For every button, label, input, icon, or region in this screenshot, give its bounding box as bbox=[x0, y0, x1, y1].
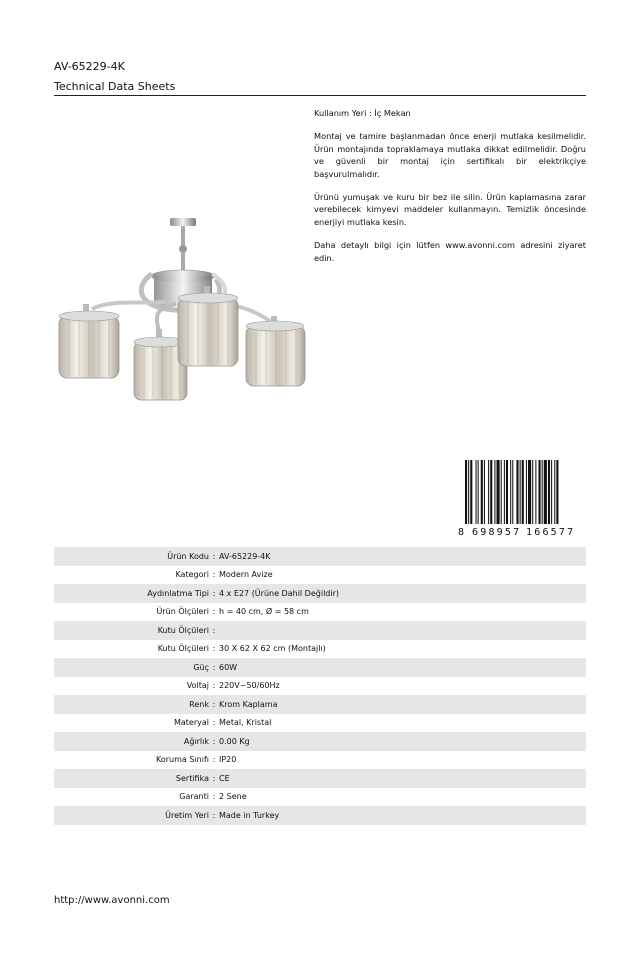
barcode-bar bbox=[488, 460, 489, 524]
spec-value: AV-65229-4K bbox=[219, 551, 271, 561]
barcode-bar bbox=[506, 460, 508, 524]
barcode-bar bbox=[516, 460, 518, 524]
barcode-bar bbox=[468, 460, 469, 524]
website-paragraph: Daha detaylı bilgi için lütfen www.avonni.com adresini ziyaret edin. bbox=[314, 240, 586, 263]
spec-label: Güç bbox=[193, 662, 209, 672]
spec-separator: : bbox=[212, 810, 216, 820]
barcode-bar bbox=[544, 460, 547, 524]
spec-separator: : bbox=[212, 718, 216, 728]
spec-label: Voltaj bbox=[186, 681, 209, 691]
barcode-bar bbox=[481, 460, 483, 524]
spec-label: Ürün Ölçüleri bbox=[156, 607, 209, 617]
barcode-digit-first: 8 bbox=[458, 527, 465, 538]
spec-separator: : bbox=[212, 699, 216, 709]
barcode-bar bbox=[522, 460, 524, 524]
chandelier-product-image bbox=[56, 104, 308, 510]
spec-row bbox=[54, 732, 586, 751]
spec-row bbox=[54, 566, 586, 585]
spec-value: h = 40 cm, Ø = 58 cm bbox=[219, 607, 309, 617]
usage-info bbox=[314, 107, 586, 275]
document-subtitle: Technical Data Sheets bbox=[54, 80, 176, 93]
spec-label: Renk bbox=[189, 699, 209, 709]
barcode-bar bbox=[510, 460, 511, 524]
barcode-bar bbox=[512, 460, 513, 524]
spec-separator: : bbox=[212, 551, 216, 561]
spec-value: Modern Avize bbox=[219, 570, 273, 580]
spec-label: Garanti bbox=[179, 792, 209, 802]
footer-website-link[interactable]: http://www.avonni.com bbox=[54, 895, 170, 906]
spec-row bbox=[54, 640, 586, 659]
cleaning-paragraph: Ürünü yumuşak ve kuru bir bez ile silin. Ürün kaplamasına zarar verebilecek kimyevi maddeler kullanmayın. Temizlik öncesinde enerjiyi mutlaka kesin. bbox=[314, 192, 586, 227]
spec-separator: : bbox=[212, 681, 216, 691]
spec-value: 30 X 62 X 62 cm (Montajlı) bbox=[219, 644, 326, 654]
barcode-bar bbox=[528, 460, 531, 524]
header-divider bbox=[54, 95, 586, 96]
spec-separator: : bbox=[212, 736, 216, 746]
barcode-bar bbox=[532, 460, 533, 524]
spec-row bbox=[54, 547, 586, 566]
spec-separator: : bbox=[212, 792, 216, 802]
spec-value: 220V~50/60Hz bbox=[219, 681, 280, 691]
spec-value: 0.00 Kg bbox=[219, 736, 250, 746]
spec-separator: : bbox=[212, 662, 216, 672]
barcode-bar bbox=[551, 460, 552, 524]
safety-paragraph: Montaj ve tamire başlanmadan önce enerji mutlaka kesilmelidir. Ürün montajında topraklamaya mutlaka dikkat edilmelidir. Doğru ve güvenli bir montaj için sertifikalı bir elektrikçiye başvurulmalıdır. bbox=[314, 131, 586, 179]
spec-value: 4 x E27 (Ürüne Dahil Değildir) bbox=[219, 588, 339, 598]
spec-label: Kategori bbox=[175, 570, 209, 580]
barcode-bar bbox=[494, 460, 495, 524]
spec-table bbox=[54, 547, 586, 825]
barcode-bars bbox=[465, 460, 558, 524]
spec-label: Materyal bbox=[173, 718, 209, 728]
spec-label: Koruma Sınıfı bbox=[156, 755, 209, 765]
spec-row bbox=[54, 603, 586, 622]
spec-separator: : bbox=[212, 625, 216, 635]
barcode-bar bbox=[542, 460, 543, 524]
barcode-bar bbox=[554, 460, 555, 524]
spec-value: Krom Kaplama bbox=[219, 699, 278, 709]
barcode-bar bbox=[497, 460, 500, 524]
barcode-bar bbox=[476, 460, 477, 524]
spec-separator: : bbox=[212, 570, 216, 580]
spec-row bbox=[54, 788, 586, 807]
spec-row bbox=[54, 658, 586, 677]
spec-label: Kutu Ölçüleri bbox=[157, 644, 209, 654]
spec-row bbox=[54, 769, 586, 788]
spec-label: Kutu Ölçüleri bbox=[157, 625, 209, 635]
barcode-bar bbox=[520, 460, 521, 524]
barcode-bar bbox=[484, 460, 485, 524]
spec-row bbox=[54, 806, 586, 825]
spec-separator: : bbox=[212, 644, 216, 654]
spec-row bbox=[54, 751, 586, 770]
product-code: AV-65229-4K bbox=[54, 60, 125, 73]
barcode-bar bbox=[490, 460, 492, 524]
barcode-bar bbox=[501, 460, 502, 524]
spec-label: Üretim Yeri bbox=[165, 810, 209, 820]
spec-separator: : bbox=[212, 755, 216, 765]
barcode-bar bbox=[548, 460, 550, 524]
barcode-bar bbox=[539, 460, 541, 524]
barcode-bar bbox=[478, 460, 479, 524]
barcode-bar bbox=[470, 460, 472, 524]
spec-label: Sertifika bbox=[175, 773, 209, 783]
barcode bbox=[455, 458, 585, 538]
barcode-bar bbox=[535, 460, 536, 524]
barcode-bar bbox=[556, 460, 558, 524]
spec-row bbox=[54, 584, 586, 603]
spec-row bbox=[54, 695, 586, 714]
barcode-digits-left: 698957 bbox=[472, 527, 522, 538]
spec-separator: : bbox=[212, 773, 216, 783]
spec-value: IP20 bbox=[219, 755, 237, 765]
spec-value: 60W bbox=[219, 662, 238, 672]
spec-label: Ağırlık bbox=[183, 736, 209, 746]
spec-label: Ürün Kodu bbox=[167, 551, 209, 561]
spec-row bbox=[54, 677, 586, 696]
barcode-bar bbox=[526, 460, 527, 524]
spec-separator: : bbox=[212, 588, 216, 598]
usage-line: Kullanım Yeri : İç Mekan bbox=[314, 108, 411, 118]
spec-row bbox=[54, 714, 586, 733]
barcode-bar bbox=[504, 460, 505, 524]
spec-value: Made in Turkey bbox=[219, 810, 280, 820]
spec-separator: : bbox=[212, 607, 216, 617]
barcode-digits-right: 166577 bbox=[526, 527, 576, 538]
spec-value: 2 Sene bbox=[219, 792, 247, 802]
barcode-bar bbox=[465, 460, 467, 524]
spec-value: Metal, Kristal bbox=[219, 718, 272, 728]
spec-row bbox=[54, 621, 586, 640]
spec-label: Aydınlatma Tipi bbox=[147, 588, 209, 598]
spec-value: CE bbox=[219, 773, 230, 783]
